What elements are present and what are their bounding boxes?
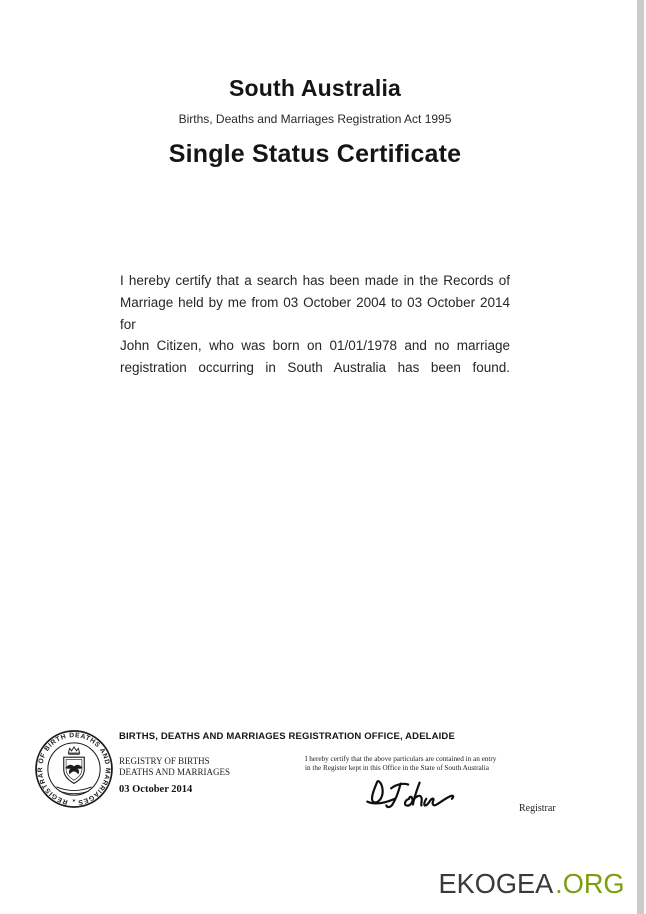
page-edge (637, 0, 644, 914)
registry-address (119, 756, 230, 777)
region-title: South Australia (228, 75, 402, 101)
registrar-seal-icon (34, 729, 114, 809)
certification-text: I hereby certify that a search has been made in the Records of Marriage held by me from 03 October 2004 to 03 October 2014 for John Citizen, who was born on 01/01/1978 and no marriage registration occurring in South Australia has been found. (120, 273, 510, 376)
watermark-name: EKOGEA (438, 868, 554, 899)
watermark-tld: .ORG (555, 868, 625, 899)
certification-note-line-1: I hereby certify that the above particulars are contained in an entry (305, 755, 497, 763)
certification-note (305, 755, 515, 773)
registry-line-1: REGISTRY OF BIRTHS (119, 756, 210, 766)
seal-bottom-star: ✶ (71, 798, 77, 805)
watermark-logo (435, 869, 625, 899)
registrar-signature (362, 776, 462, 814)
svg-text:REGISTRAR OF BIRTH DEATHS AND: REGISTRAR OF BIRTH DEATHS AND MARRIAGES (37, 732, 111, 806)
registrar-label: Registrar (519, 803, 556, 814)
issue-date: 03 October 2014 (119, 784, 193, 795)
certification-note-line-2: in the Register kept in this Office in the State of South Australia (305, 764, 489, 773)
certificate-title: Single Status Certificate (168, 140, 462, 168)
office-heading: BIRTHS, DEATHS AND MARRIAGES REGISTRATION OFFICE, ADELAIDE (119, 731, 455, 742)
registry-line-2: DEATHS AND MARRIAGES (119, 766, 231, 777)
act-subtitle: Births, Deaths and Marriages Registration Act 1995 (178, 112, 452, 126)
